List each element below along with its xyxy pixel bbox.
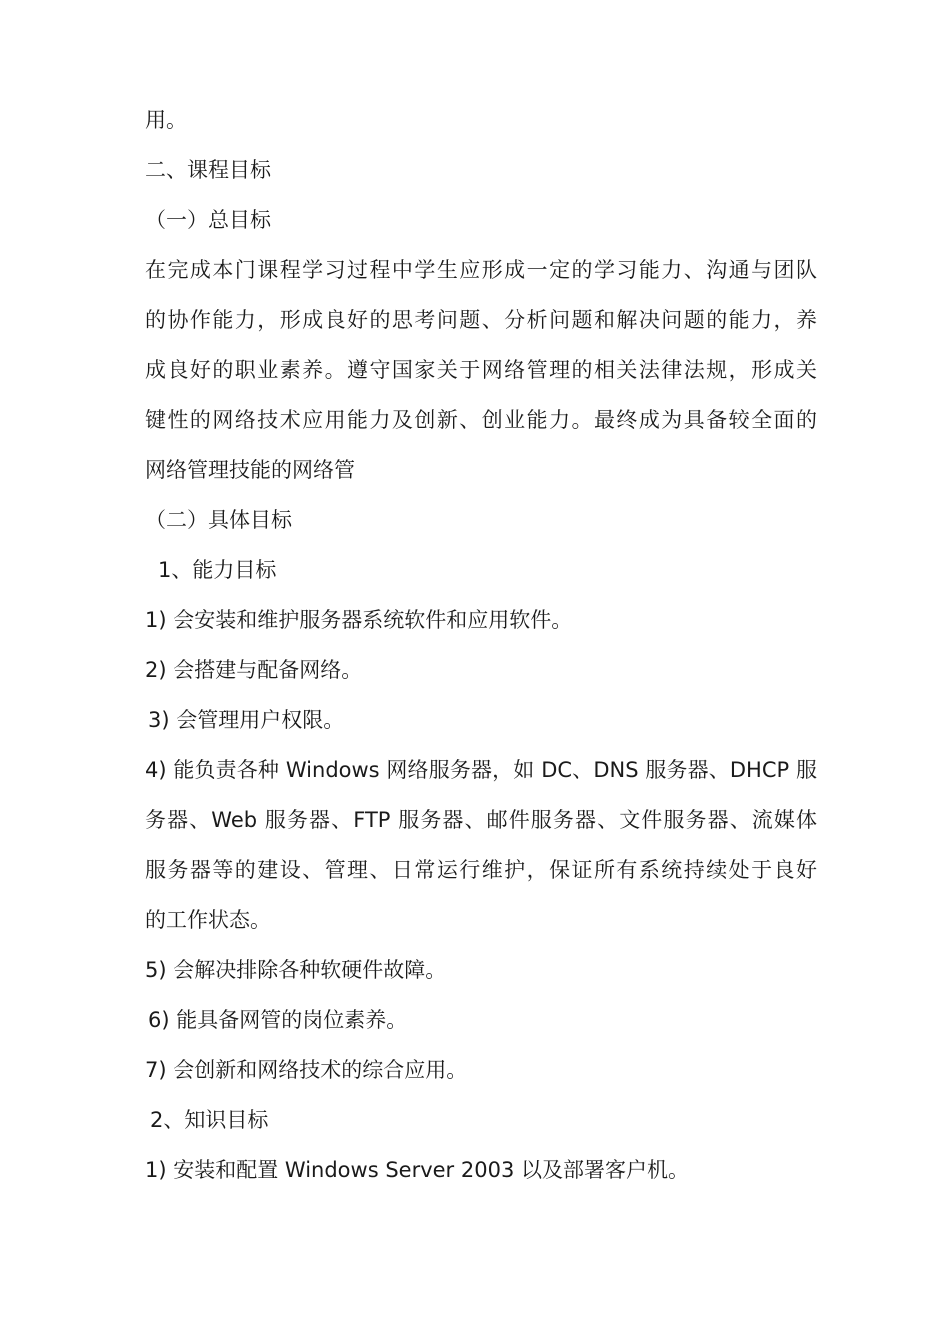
subsection-heading: （一）总目标 xyxy=(145,208,271,232)
list-item: 1) 会安装和维护服务器系统软件和应用软件。 xyxy=(145,608,573,632)
list-item-continuation: 服务器等的建设、管理、日常运行维护，保证所有系统持续处于良好 xyxy=(145,858,817,882)
list-item: 2) 会搭建与配备网络。 xyxy=(145,658,363,682)
list-item-continuation: 的工作状态。 xyxy=(145,908,271,932)
paragraph-line: 的协作能力，形成良好的思考问题、分析问题和解决问题的能力，养 xyxy=(145,308,817,332)
subsection-heading: 1、能力目标 xyxy=(158,558,277,582)
subsection-heading: 2、知识目标 xyxy=(150,1108,269,1132)
paragraph-line: 键性的网络技术应用能力及创新、创业能力。最终成为具备较全面的 xyxy=(145,408,817,432)
list-item: 6) 能具备网管的岗位素养。 xyxy=(148,1008,408,1032)
list-item: 1) 安装和配置 Windows Server 2003 以及部署客户机。 xyxy=(145,1158,689,1182)
text-line: 用。 xyxy=(145,108,187,132)
subsection-heading: （二）具体目标 xyxy=(145,508,292,532)
list-item: 3) 会管理用户权限。 xyxy=(148,708,345,732)
list-item-continuation: 务器、Web 服务器、FTP 服务器、邮件服务器、文件服务器、流媒体 xyxy=(145,808,817,832)
paragraph-line: 网络管理技能的网络管 xyxy=(145,458,355,482)
paragraph-line: 成良好的职业素养。遵守国家关于网络管理的相关法律法规，形成关 xyxy=(145,358,817,382)
section-heading: 二、课程目标 xyxy=(145,158,271,182)
list-item: 4) 能负责各种 Windows 网络服务器，如 DC、DNS 服务器、DHCP 服 xyxy=(145,758,817,782)
list-item: 5) 会解决排除各种软硬件故障。 xyxy=(145,958,447,982)
paragraph-line: 在完成本门课程学习过程中学生应形成一定的学习能力、沟通与团队 xyxy=(145,258,817,282)
list-item: 7) 会创新和网络技术的综合应用。 xyxy=(145,1058,468,1082)
